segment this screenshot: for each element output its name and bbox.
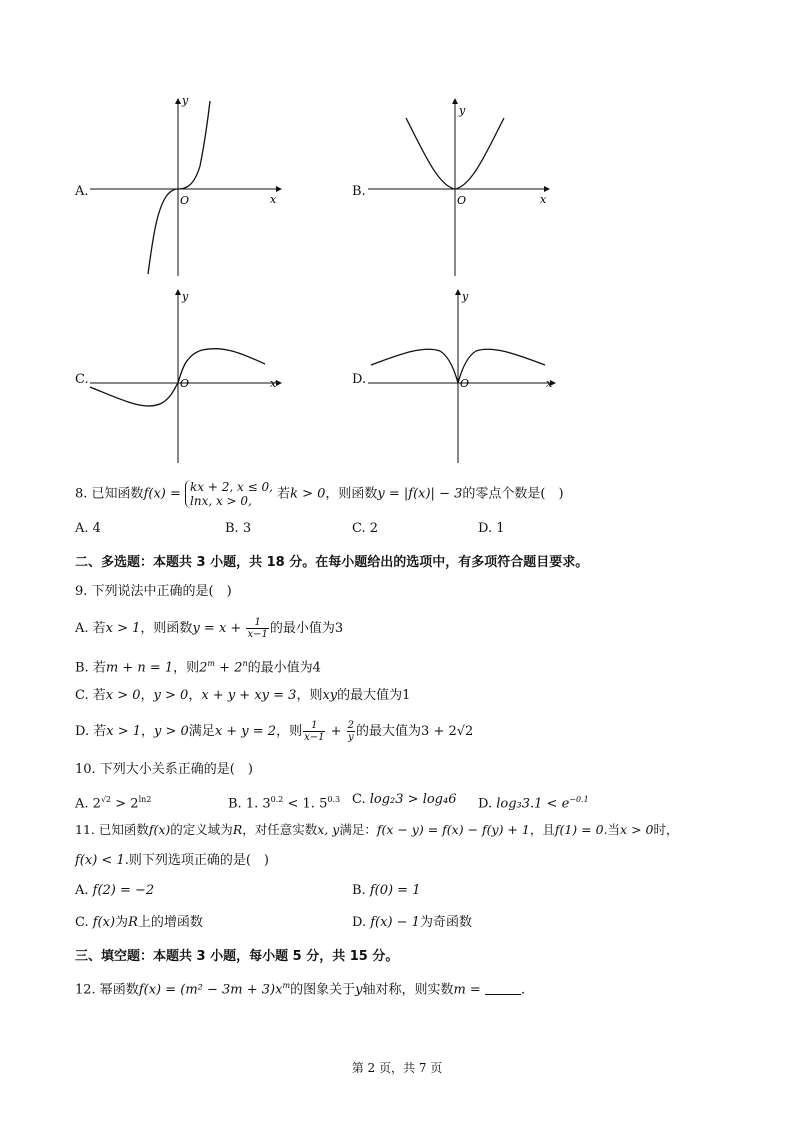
graph-b-y-arrow bbox=[452, 98, 458, 104]
graph-d-y-label: y bbox=[462, 290, 469, 303]
graph-a-label: A. bbox=[75, 184, 89, 199]
q8-option-a: A. 4 bbox=[75, 521, 101, 536]
graph-a-x-arrow bbox=[276, 186, 282, 192]
q12-answer-blank[interactable] bbox=[485, 982, 521, 995]
q11-option-a: A. f(2) = −2 bbox=[75, 883, 155, 898]
graph-b-x-arrow bbox=[544, 186, 550, 192]
q11-option-d: D. f(x) − 1为奇函数 bbox=[352, 915, 472, 930]
graph-a-origin: O bbox=[180, 194, 190, 207]
q10-option-d: D. $\log_33.1 < e^{-0.1}$ bbox=[478, 795, 589, 812]
q11-stem-line2: f(x) < 1.则下列选项正确的是( ) bbox=[75, 853, 269, 868]
q11-stem-line1: 11. 已知函数f(x)的定义域为R，对任意实数x, y满足：f(x − y) = f(x) − f(y) + 1，且f(1) = 0.当x > 0时， bbox=[75, 822, 679, 837]
q8-option-d: D. 1 bbox=[478, 521, 505, 536]
q8-option-b: B. 3 bbox=[225, 521, 252, 536]
graph-a bbox=[90, 96, 290, 281]
q8-option-c: C. 2 bbox=[352, 521, 379, 536]
graph-c-origin: O bbox=[180, 377, 190, 390]
q12-stem: 12. 幂函数$f(x) = (m^2 - 3m + 3)x^m$的图象关于y轴对称，则实数m = . bbox=[75, 981, 526, 998]
q9-option-d: D. 若x > 1，y > 0满足x + y = 2，则 $\frac{1}{x-1}$ + $\frac{2}{y}$ 的最大值为3 + 2√2 bbox=[75, 720, 474, 743]
q10-option-b: B. 1. $3^{0.2} < 1$. $5^{0.3}$ bbox=[228, 795, 341, 812]
graph-d-y-arrow bbox=[455, 289, 461, 295]
q11-option-c: C. f(x)为R上的增函数 bbox=[75, 915, 203, 930]
q9-option-b: B. 若m + n = 1，则$2^m + 2^n$的最小值为4 bbox=[75, 659, 321, 676]
graph-b bbox=[368, 96, 558, 281]
q9-option-a: A. 若x > 1，则函数y = x + $\frac{1}{x-1}$ 的最小值为3 bbox=[75, 617, 344, 640]
graph-b-label: B. bbox=[352, 184, 366, 199]
graph-b-x-label: x bbox=[540, 193, 547, 206]
section-3-heading: 三、填空题：本题共 3 小题，每小题 5 分，共 15 分。 bbox=[75, 949, 399, 964]
graph-a-x-label: x bbox=[270, 193, 277, 206]
graph-d-origin: O bbox=[460, 377, 470, 390]
graph-c-y-label: y bbox=[182, 290, 189, 303]
graph-b-origin: O bbox=[457, 194, 467, 207]
q10-option-a: A. $2^{√2} > 2^{ln2}$ bbox=[75, 795, 152, 812]
graph-a-curve bbox=[148, 101, 210, 274]
q10-option-c: C. log₂3 > log₄6 bbox=[352, 792, 457, 807]
graph-d-x-label: x bbox=[546, 377, 553, 390]
graph-d bbox=[368, 287, 568, 467]
graph-c-y-arrow bbox=[175, 289, 181, 295]
q8-stem: 8. 已知函数f(x) = kx + 2, x ≤ 0, lnx, x > 0, 若k > 0，则函数y = |f(x)| − 3的零点个数是( ) bbox=[75, 480, 564, 508]
graph-a-y-label: y bbox=[182, 96, 189, 107]
graph-c-label: C. bbox=[75, 372, 89, 387]
q10-stem: 10. 下列大小关系正确的是( ) bbox=[75, 762, 253, 777]
page-footer: 第 2 页，共 7 页 bbox=[351, 1061, 443, 1075]
q9-option-c: C. 若x > 0，y > 0，x + y + xy = 3，则xy的最大值为1 bbox=[75, 688, 411, 703]
q11-option-b: B. f(0) = 1 bbox=[352, 883, 421, 898]
graph-a-y-arrow bbox=[175, 98, 181, 104]
graph-d-label: D. bbox=[352, 372, 367, 387]
graph-c-x-label: x bbox=[270, 377, 277, 390]
section-2-heading: 二、多选题：本题共 3 小题，共 18 分。在每小题给出的选项中，有多项符合题目要求。 bbox=[75, 555, 589, 570]
graph-c bbox=[90, 287, 290, 467]
graph-c-x-arrow bbox=[276, 380, 282, 386]
q9-stem: 9. 下列说法中正确的是( ) bbox=[75, 584, 232, 599]
graph-b-y-label: y bbox=[459, 104, 466, 117]
